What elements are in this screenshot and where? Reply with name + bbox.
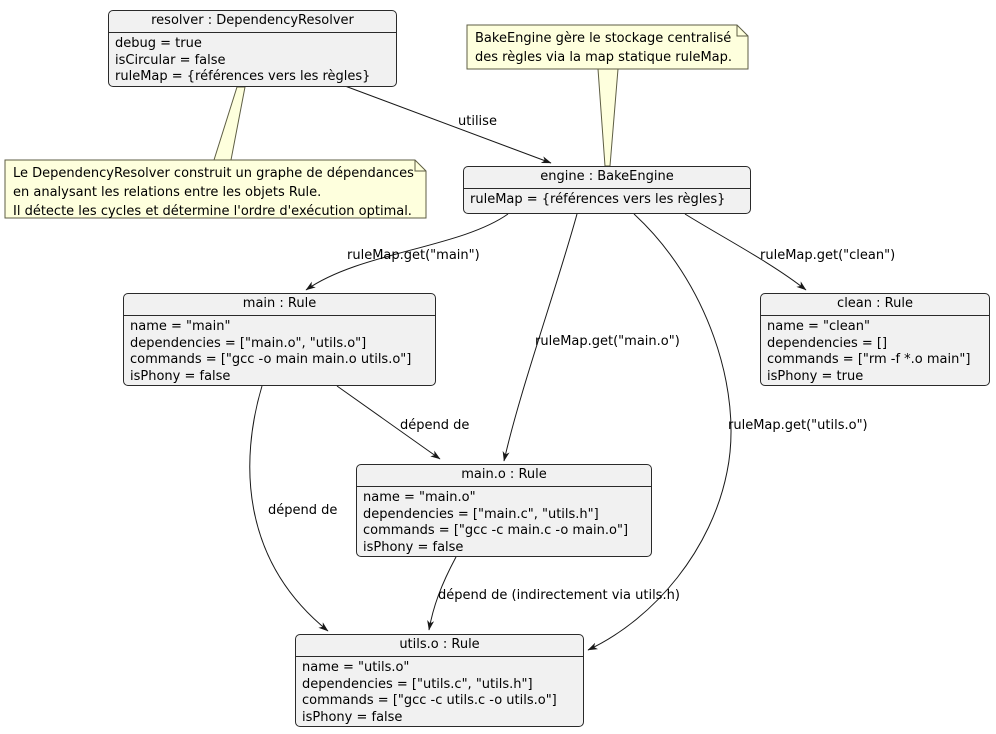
edge-engine-utils-o: [588, 214, 731, 650]
object-engine-title: engine : BakeEngine: [464, 167, 750, 189]
attr-commands: commands = ["rm -f *.o main"]: [767, 352, 971, 367]
attr-dependencies: dependencies = ["main.c", "utils.h"]: [363, 506, 599, 522]
attr-commands: commands = ["gcc -o main main.o utils.o"]: [130, 352, 412, 367]
note-connector-resolver: [214, 87, 245, 160]
attr-isphony: isPhony = true: [767, 368, 864, 384]
note-connector-bake-engine: [598, 69, 618, 166]
attr-dependencies: dependencies = ["main.o", "utils.o"]: [130, 335, 367, 351]
note-resolver: [5, 160, 422, 225]
note-line: en analysant les relations entre les objets Rule.: [13, 185, 322, 200]
edge-label-depend-de-main-main-o: dépend de: [400, 418, 470, 433]
object-main: [123, 293, 436, 386]
attr-dependencies: dependencies = ["utils.c", "utils.h"]: [302, 676, 533, 692]
edge-label-rulemap-get-clean: ruleMap.get("clean"): [760, 248, 896, 263]
attr-name: name = "utils.o": [302, 660, 410, 675]
object-resolver-body: [109, 33, 396, 87]
attr-dependencies: dependencies = []: [767, 335, 888, 351]
object-resolver: [108, 10, 397, 87]
object-clean-body: [761, 316, 989, 386]
note-bake-engine: [467, 25, 740, 71]
object-clean-title: clean : Rule: [761, 294, 989, 316]
object-engine-body: [464, 189, 750, 211]
object-utils-o-title: utils.o : Rule: [296, 635, 583, 657]
edge-label-depend-de-main-utils-o: dépend de: [268, 503, 338, 518]
object-clean: [760, 293, 990, 386]
attr-debug: debug = true: [115, 36, 202, 51]
object-resolver-title: resolver : DependencyResolver: [109, 11, 396, 33]
attr-isphony: isPhony = false: [302, 709, 403, 725]
edge-label-rulemap-get-utils-o: ruleMap.get("utils.o"): [728, 418, 868, 433]
object-main-o-title: main.o : Rule: [357, 465, 651, 487]
note-line: BakeEngine gère le stockage centralisé: [475, 31, 732, 46]
note-line: Le DependencyResolver construit un graphe de dépendances: [13, 166, 414, 181]
object-main-o: [356, 464, 652, 557]
note-line: Il détecte les cycles et détermine l'ordre d'exécution optimal.: [13, 204, 412, 219]
object-main-body: [124, 316, 435, 386]
attr-iscircular: isCircular = false: [115, 52, 226, 68]
attr-name: name = "main": [130, 319, 231, 334]
edge-label-utilise: utilise: [458, 114, 497, 129]
attr-commands: commands = ["gcc -c utils.c -o utils.o"]: [302, 693, 557, 708]
edge-resolver-engine: [345, 86, 551, 163]
attr-name: name = "main.o": [363, 490, 476, 505]
object-main-title: main : Rule: [124, 294, 435, 316]
edge-label-rulemap-get-main: ruleMap.get("main"): [347, 248, 480, 263]
attr-commands: commands = ["gcc -c main.c -o main.o"]: [363, 523, 629, 538]
attr-rulemap: ruleMap = {références vers les règles}: [115, 69, 371, 84]
object-engine: [463, 166, 751, 214]
attr-isphony: isPhony = false: [130, 368, 231, 384]
attr-name: name = "clean": [767, 319, 870, 334]
object-main-o-body: [357, 487, 651, 557]
object-utils-o: [295, 634, 584, 727]
edge-label-rulemap-get-main-o: ruleMap.get("main.o"): [535, 334, 680, 349]
note-line: des règles via la map statique ruleMap.: [475, 50, 733, 65]
attr-rulemap: ruleMap = {références vers les règles}: [470, 192, 726, 207]
edge-label-depend-de-indirect: dépend de (indirectement via utils.h): [438, 588, 680, 603]
attr-isphony: isPhony = false: [363, 539, 464, 555]
object-utils-o-body: [296, 657, 583, 727]
